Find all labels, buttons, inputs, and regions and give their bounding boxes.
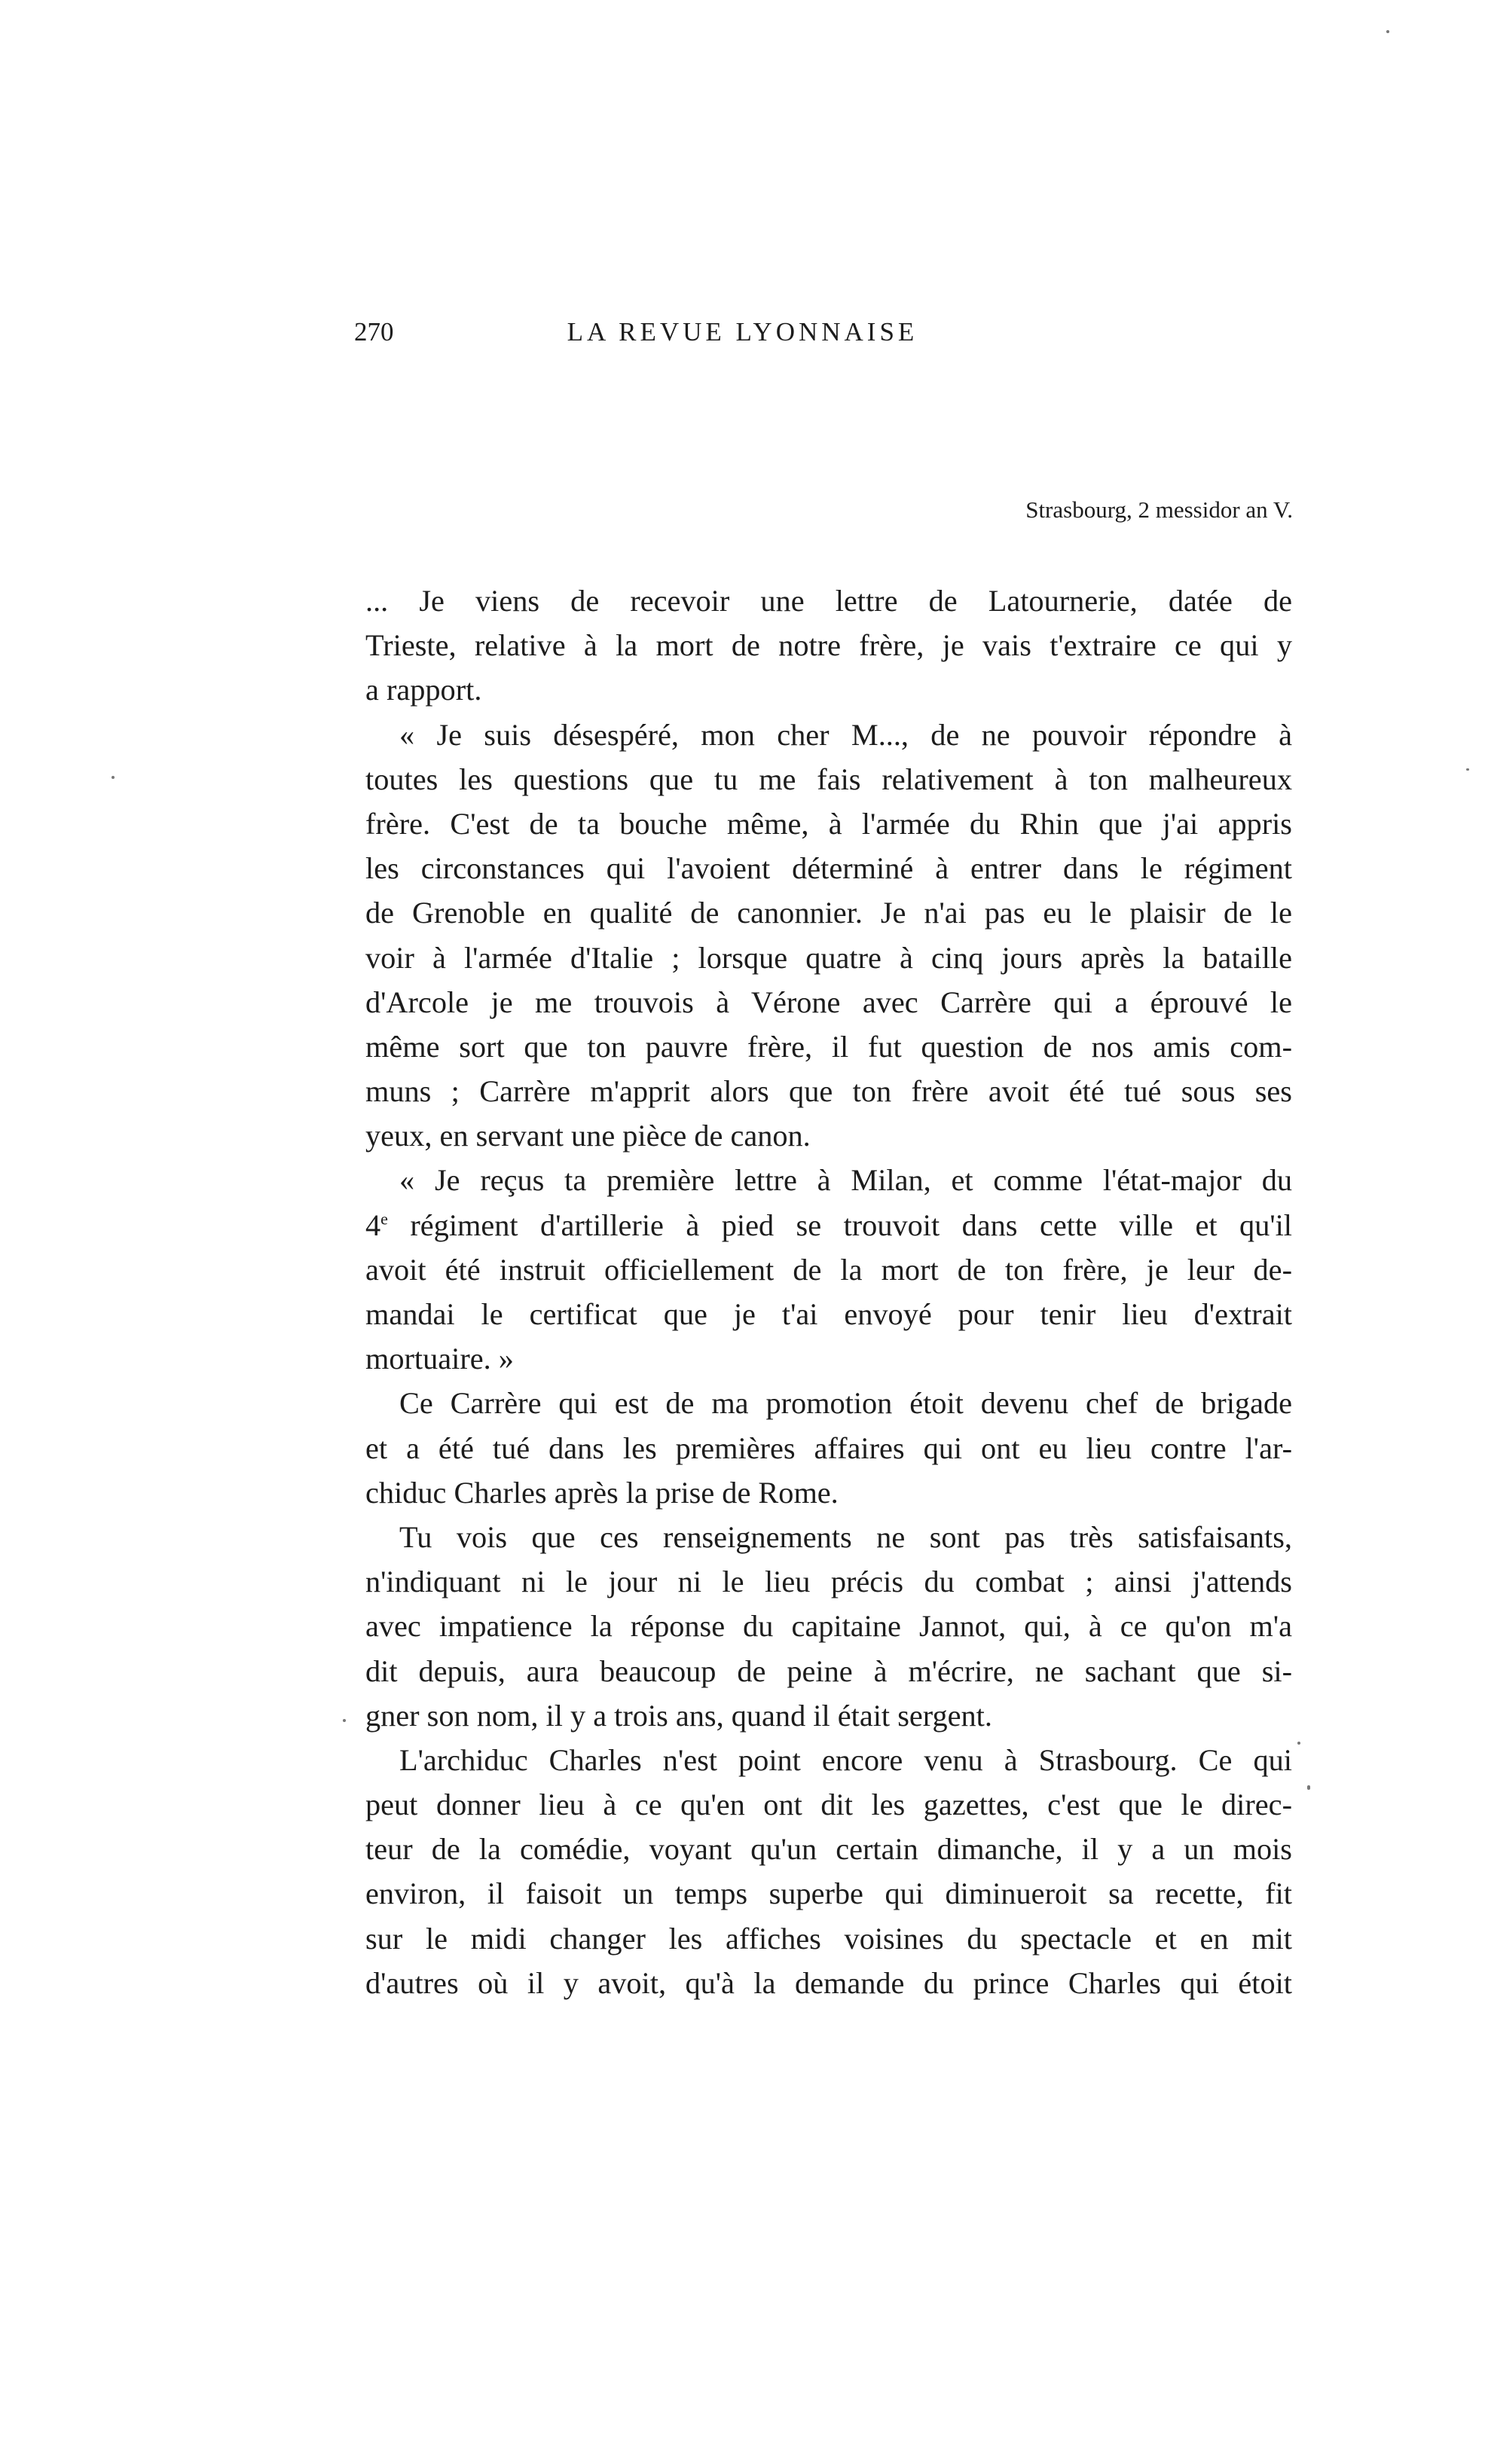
body-line: L'archiduc Charles n'est point encore venu à Strasbourg. Ce qui xyxy=(399,1742,1292,1777)
body-line: yeux, en servant une pièce de canon. xyxy=(365,1119,811,1153)
body-line: avec impatience la réponse du capitaine Jannot, qui, à ce qu'on m'a xyxy=(365,1609,1292,1644)
paper-speck xyxy=(343,1719,346,1722)
letter-body xyxy=(365,579,1292,2005)
body-line: frère. C'est de ta bouche même, à l'armée du Rhin que j'ai appris xyxy=(365,806,1292,841)
body-line: mandai le certificat que je t'ai envoyé pour tenir lieu d'extrait xyxy=(365,1297,1292,1331)
body-line: d'autres où il y avoit, qu'à la demande du prince Charles qui étoit xyxy=(365,1965,1292,2000)
body-line-with-ordinal xyxy=(365,1203,1292,1247)
body-line: peut donner lieu à ce qu'en ont dit les gazettes, c'est que le direc- xyxy=(365,1788,1292,1822)
paper-speck xyxy=(1386,30,1389,33)
body-line: environ, il faisoit un temps superbe qui diminueroit sa recette, fit xyxy=(365,1876,1292,1911)
body-line: teur de la comédie, voyant qu'un certain dimanche, il y a un mois xyxy=(365,1832,1292,1867)
body-line: même sort que ton pauvre frère, il fut question de nos amis com- xyxy=(365,1029,1292,1064)
body-line: de Grenoble en qualité de canonnier. Je n'ai pas eu le plaisir de le xyxy=(365,896,1292,930)
body-line: « Je suis désespéré, mon cher M..., de ne pouvoir répondre à xyxy=(399,717,1292,752)
body-line: dit depuis, aura beaucoup de peine à m'écrire, ne sachant que si- xyxy=(365,1653,1292,1688)
body-line: Ce Carrère qui est de ma promotion étoit devenu chef de brigade xyxy=(399,1386,1292,1421)
body-line: « Je reçus ta première lettre à Milan, et comme l'état-major du xyxy=(399,1163,1292,1198)
body-line: Tu vois que ces renseignements ne sont pas très satisfaisants, xyxy=(399,1519,1292,1554)
body-line: mortuaire. » xyxy=(365,1342,514,1376)
body-line: a rapport. xyxy=(365,673,482,707)
body-line: ... Je viens de recevoir une lettre de Latournerie, datée de xyxy=(365,584,1292,618)
body-line: n'indiquant ni le jour ni le lieu précis du combat ; ainsi j'attends xyxy=(365,1565,1292,1599)
paper-speck xyxy=(1307,1785,1310,1790)
ordinal-number: 4 xyxy=(365,1208,381,1242)
letter-dateline: Strasbourg, 2 messidor an V. xyxy=(1025,496,1293,523)
paper-speck xyxy=(1297,1742,1300,1745)
running-title: LA REVUE LYONNAISE xyxy=(567,317,918,347)
body-line: voir à l'armée d'Italie ; lorsque quatre à cinq jours après la bataille xyxy=(365,940,1292,975)
body-line: gner son nom, il y a trois ans, quand il était sergent. xyxy=(365,1698,992,1733)
body-line: les circonstances qui l'avoient déterminé à entrer dans le régiment xyxy=(365,851,1292,886)
body-line: avoit été instruit officiellement de la mort de ton frère, je leur de- xyxy=(365,1252,1292,1287)
body-line: Trieste, relative à la mort de notre frère, je vais t'extraire ce qui y xyxy=(365,628,1292,663)
paper-speck xyxy=(1466,768,1469,771)
page-number: 270 xyxy=(354,317,394,347)
body-line: chiduc Charles après la prise de Rome. xyxy=(365,1475,839,1510)
ordinal-superscript: e xyxy=(380,1209,388,1229)
body-line: d'Arcole je me trouvois à Vérone avec Carrère qui a éprouvé le xyxy=(365,985,1292,1019)
body-line: sur le midi changer les affiches voisines du spectacle et en mit xyxy=(365,1921,1292,1956)
paper-speck xyxy=(112,776,115,779)
body-line: toutes les questions que tu me fais relativement à ton malheureux xyxy=(365,762,1292,796)
body-line: et a été tué dans les premières affaires qui ont eu lieu contre l'ar- xyxy=(365,1430,1292,1465)
ordinal-line-text: régiment d'artillerie à pied se trouvoit dans cette ville et qu'il xyxy=(387,1208,1292,1242)
body-line: muns ; Carrère m'apprit alors que ton frère avoit été tué sous ses xyxy=(365,1074,1292,1109)
